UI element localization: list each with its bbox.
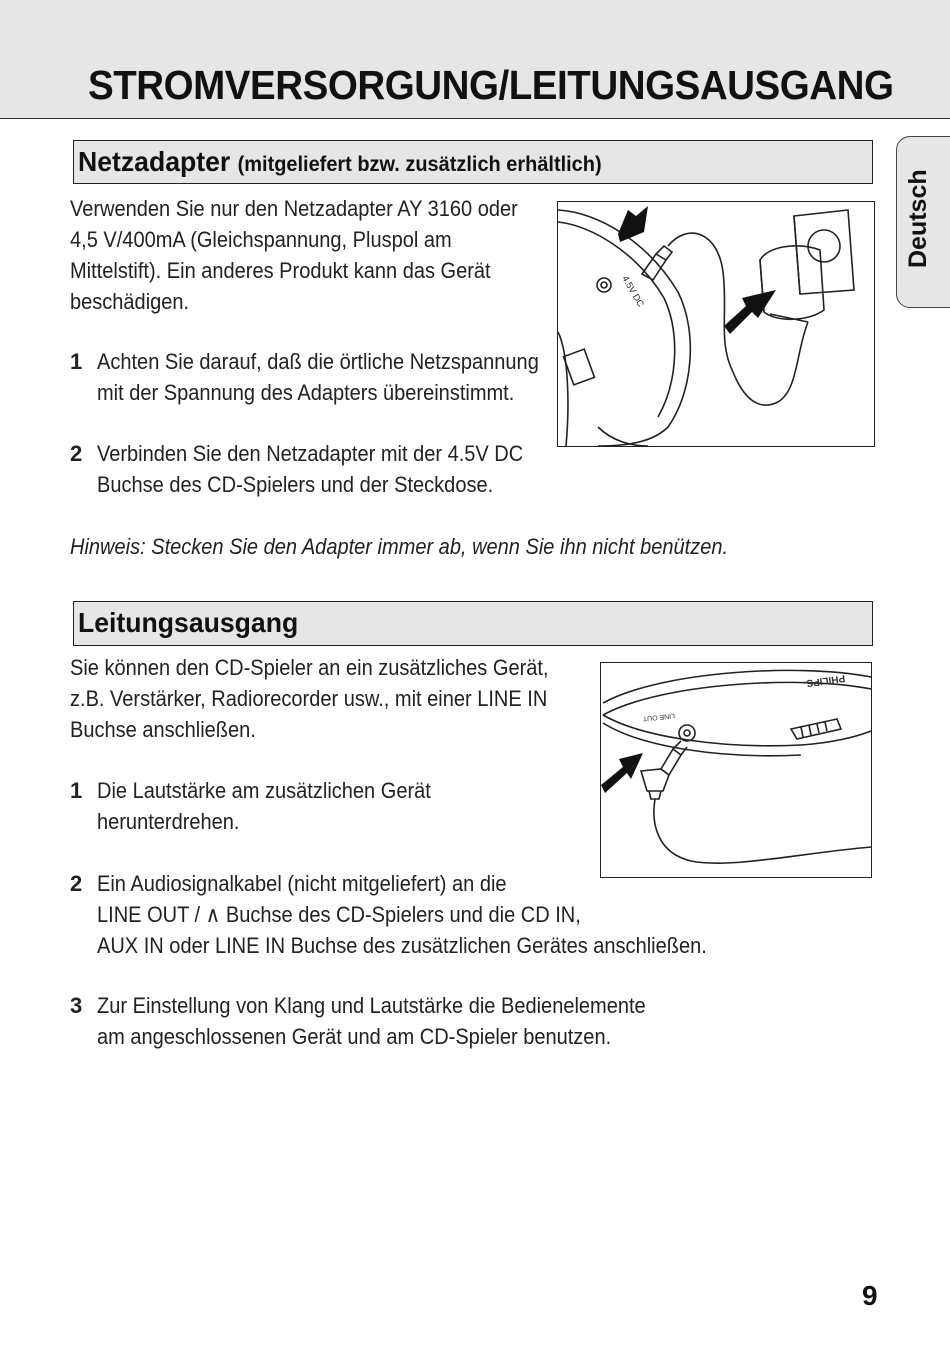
step-text: [97, 346, 539, 408]
section-netzadapter-header: [73, 140, 873, 184]
step-text: [97, 990, 646, 1052]
language-tab-label: Deutsch: [904, 169, 932, 268]
step-line: AUX IN oder LINE IN Buchse des zusätzlichen Gerätes anschließen.: [97, 933, 707, 958]
line-out-label: LINE OUT: [642, 711, 676, 722]
step-number: 3: [70, 993, 83, 1018]
page-number: 9: [862, 1280, 878, 1311]
power-adapter-illustration: [557, 201, 875, 447]
intro-line: Sie können den CD-Spieler an ein zusätzliches Gerät,: [70, 655, 549, 680]
section-netzadapter-title: Netzadapter: [78, 146, 231, 177]
leitungsausgang-intro: [70, 652, 549, 745]
step-text: [97, 438, 523, 500]
dc-socket-label: 4.5V DC: [620, 274, 646, 309]
step-number: 1: [70, 349, 83, 374]
section-netzadapter-subtitle: (mitgeliefert bzw. zusätzlich erhältlich): [237, 153, 602, 176]
section-title: [78, 146, 602, 178]
intro-line: Verwenden Sie nur den Netzadapter AY 3160 oder: [70, 196, 518, 221]
step-line: herunterdrehen.: [97, 809, 240, 834]
step-number: 1: [70, 778, 83, 803]
step-number: 2: [70, 871, 83, 896]
page-title: STROMVERSORGUNG/LEITUNGSAUSGANG: [88, 62, 894, 108]
line-out-drawing: [601, 663, 871, 877]
section-leitungsausgang-title: Leitungsausgang: [78, 607, 299, 638]
step-line: Verbinden Sie den Netzadapter mit der 4.5V DC: [97, 441, 524, 466]
step-number: 2: [70, 441, 83, 466]
step-line: am angeschlossenen Gerät und am CD-Spieler benutzen.: [97, 1024, 612, 1049]
section-title: [78, 607, 298, 639]
section-leitungsausgang-header: [73, 601, 873, 646]
brand-label: PHILIPS: [805, 672, 846, 689]
step-line: Buchse des CD-Spielers und der Steckdose.: [97, 472, 494, 497]
netzadapter-intro: [70, 193, 518, 317]
step-text: [97, 868, 707, 961]
step-line: mit der Spannung des Adapters übereinstimmt.: [97, 380, 515, 405]
step-line: Zur Einstellung von Klang und Lautstärke die Bedienelemente: [97, 993, 646, 1018]
step-line: LINE OUT / ∧ Buchse des CD-Spielers und die CD IN,: [97, 902, 581, 927]
power-adapter-drawing: [558, 202, 874, 446]
step-line: Achten Sie darauf, daß die örtliche Netzspannung: [97, 349, 539, 374]
intro-line: z.B. Verstärker, Radiorecorder usw., mit einer LINE IN: [70, 686, 548, 711]
intro-line: Mittelstift). Ein anderes Produkt kann das Gerät: [70, 258, 491, 283]
intro-line: Buchse anschließen.: [70, 717, 256, 742]
netzadapter-hint: Hinweis: Stecken Sie den Adapter immer ab, wenn Sie ihn nicht benützen.: [70, 534, 729, 559]
step-line: Ein Audiosignalkabel (nicht mitgeliefert) an die: [97, 871, 507, 896]
step-text: [97, 775, 431, 837]
intro-line: beschädigen.: [70, 289, 190, 314]
intro-line: 4,5 V/400mA (Gleichspannung, Pluspol am: [70, 227, 452, 252]
step-line: Die Lautstärke am zusätzlichen Gerät: [97, 778, 431, 803]
line-out-cable-illustration: [600, 662, 872, 878]
